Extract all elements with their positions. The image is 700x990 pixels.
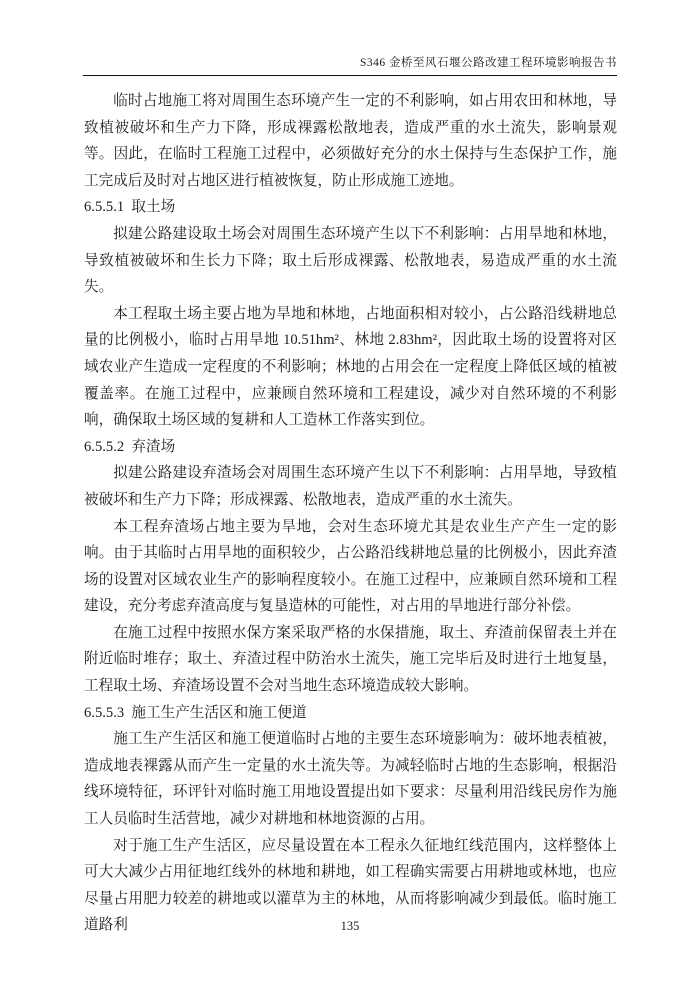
page-number: 135: [340, 919, 360, 933]
paragraph-water-soil-measures: 在施工过程中按照水保方案采取严格的水保措施，取土、弃渣前保留表土并在附近临时堆存；取土、弃渣过程中防治水土流失，施工完毕后及时进行土地复垦，工程取土场、弃渣场设置不会对当地生态环境造成较大影响。: [84, 624, 617, 695]
paragraph-borrow-pit-impacts: 拟建公路建设取土场会对周围生态环境产生以下不利影响：占用旱地和林地，导致植被破坏和生长力下降；取土后形成裸露、松散地表，易造成严重的水土流失。: [84, 225, 617, 296]
paragraph-construction-camp-siting: 对于施工生产生活区，应尽量设置在本工程永久征地红线范围内，这样整体上可大大减少占用征地红线外的林地和耕地，如工程确实需要占用耕地或林地，也应尽量占用肥力较差的耕地或以灌草为主的林地，从而将影响减少到最低。临时施工道路利: [84, 837, 617, 934]
paragraph-spoil-ground-area: 本工程弃渣场占地主要为旱地，会对生态环境尤其是农业生产产生一定的影响。由于其临时占用旱地的面积较少，占公路沿线耕地总量的比例极小，因此弃渣场的设置对区域农业生产的影响程度较小。在施工过程中，应兼顾自然环境和工程建设，充分考虑弃渣高度与复垦造林的可能性，对占用的旱地进行部分补偿。: [84, 518, 617, 615]
page-header: [83, 54, 617, 76]
paragraph-construction-camp-impacts: 施工生产生活区和施工便道临时占地的主要生态环境影响为：破坏地表植被，造成地表裸露从而产生一定量的水土流失等。为减轻临时占地的生态影响，根据沿线环境特征，环评针对临时施工用地设置提出如下要求：尽量利用沿线民房作为施工人员临时生活营地，减少对耕地和林地资源的占用。: [84, 731, 617, 828]
section-heading-6-5-5-3: 6.5.5.3 施工生产生活区和施工便道: [84, 704, 307, 721]
section-heading-6-5-5-1: 6.5.5.1 取土场: [84, 199, 176, 216]
paragraph-borrow-pit-area: 本工程取土场主要占地为旱地和林地，占地面积相对较小，占公路沿线耕地总量的比例极小，临时占用旱地 10.51hm²、林地 2.83hm²，因此取土场的设置将对区域农业产生造成一定程度的不利影响；林地的占用会在一定程度上降低区域的植被覆盖率。在施工过程中，应兼顾自然环境和工程建设，减少对自然环境的不利影响，确保取土场区域的复耕和人工造林工作落实到位。: [84, 305, 617, 429]
document-body: [84, 88, 617, 939]
page-footer: [0, 919, 700, 934]
paragraph-temporary-land-impact: 临时占地施工将对周围生态环境产生一定的不利影响，如占用农田和林地，导致植被破坏和生产力下降，形成裸露松散地表，造成严重的水土流失，影响景观等。因此，在临时工程施工过程中，必须做好充分的水土保持与生态保护工作，施工完成后及时对占地区进行植被恢复，防止形成施工迹地。: [84, 93, 617, 189]
paragraph-spoil-ground-impacts: 拟建公路建设弃渣场会对周围生态环境产生以下不利影响：占用旱地，导致植被破坏和生产力下降；形成裸露、松散地表，造成严重的水土流失。: [84, 465, 617, 508]
report-title: S346 金桥至风石堰公路改建工程环境影响报告书: [359, 57, 617, 69]
section-heading-6-5-5-2: 6.5.5.2 弃渣场: [84, 438, 176, 455]
